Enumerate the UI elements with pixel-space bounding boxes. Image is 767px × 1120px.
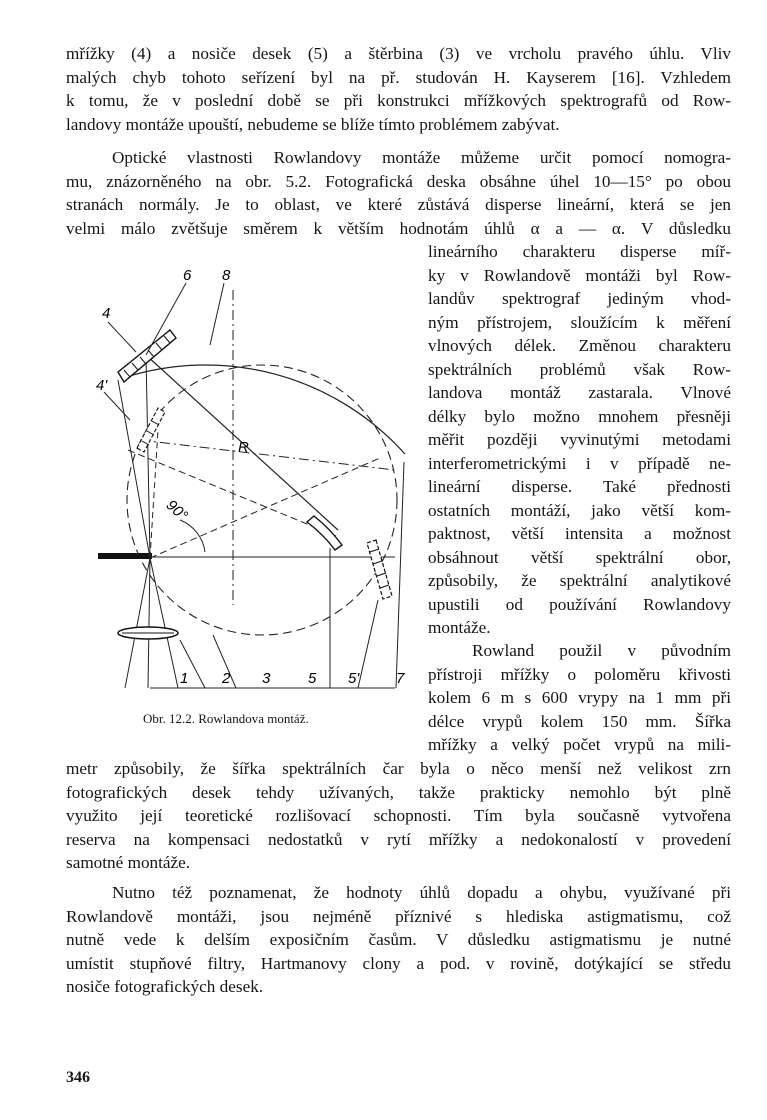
label-8: 8: [222, 267, 231, 284]
text-line: lineární disperse. Také přednosti: [428, 477, 731, 496]
text-line: mřížky (4) a nosiče desek (5) a štěrbina (3) ve vrcholu pravého úhlu. Vliv: [66, 44, 731, 63]
text-line: malých chyb tohoto seřízení byl na př. studován H. Kayserem [16]. Vzhledem: [66, 67, 731, 87]
label-2: 2: [222, 670, 231, 687]
text-line: upustili od používání Rowlandovy: [428, 594, 731, 614]
text-line: montáže.: [428, 618, 491, 637]
text-line: ostatních montáží, jako větší kom-: [428, 500, 731, 520]
text-line: metr způsobily, že šířka spektrálních čar byla o něco menší než velikost zrn: [66, 759, 731, 778]
text-line: ným přístrojem, sloužícím k měření: [428, 312, 731, 332]
paragraph-3-column: [428, 639, 731, 757]
text-line: využito její teoretické rozlišovací schopnosti. Tím byla současně vytvořena: [66, 806, 731, 825]
text-line: délce vrypů kolem 150 mm. Šířka: [428, 711, 731, 731]
text-line: ky v Rowlandově montáži byl Row-: [428, 265, 731, 285]
ray: [150, 558, 178, 688]
text-line: přístroji mřížky o poloměru křivosti: [428, 664, 731, 684]
text-line: landovy montáže upouští, nebudeme se blíže tímto problémem zabývat.: [66, 114, 560, 134]
plate-holder-5: [307, 516, 342, 550]
paragraph-4: [66, 881, 731, 999]
label-7: 7: [396, 670, 405, 687]
text-line: vlnových délek. Změnou charakteru: [428, 336, 731, 355]
leader-line: [104, 392, 130, 420]
label-3: 3: [262, 670, 271, 687]
text-line: reserva na kompensaci nedostatků v rytí mřížky a nedokonalostí v provedení: [66, 829, 731, 849]
label-4: 4: [102, 305, 111, 322]
paragraph-2: [66, 146, 731, 240]
text-line: spektrálních problémů však Row-: [428, 359, 731, 379]
text-line: velmi málo zvětšuje směrem k větším hodnotám úhlů α a — α. V důsledku: [66, 218, 731, 238]
text-line: Rowlandově montáži, jsou nejméně příznivé s hlediska astigmatismu, což: [66, 906, 731, 926]
text-line: způsobily, že spektrální analytikové: [428, 571, 731, 590]
text-line: kolem 6 m s 600 vrypy na 1 mm při: [428, 688, 731, 707]
ray: [125, 558, 150, 688]
text-line: mu, znázorněného na obr. 5.2. Fotografická deska obsáhne úhel 10—15° po obou: [66, 171, 731, 191]
text-line: umístit stupňové filtry, Hartmanovy clony a pod. v rovině, dotýkající se středu: [66, 953, 731, 973]
text-line: délky bylo možno mnohem přesněji: [428, 406, 731, 426]
leader-line: [210, 283, 224, 345]
text-line: paktnost, větší intensita a možnost: [428, 524, 731, 543]
ray: [148, 558, 150, 688]
text-line: landova montáž zastarala. Vlnové: [428, 383, 731, 402]
label-4-prime: 4': [96, 377, 108, 394]
ray-dashed: [128, 450, 336, 536]
leader-line: [108, 322, 136, 352]
text-line: mřížky a velký počet vrypů na mili-: [428, 735, 731, 754]
grating-4-prime: [137, 408, 165, 452]
page-number: 346: [66, 1069, 90, 1086]
text-line: landův spektrograf jediným vhod-: [428, 289, 731, 308]
label-5-prime: 5': [348, 670, 360, 687]
label-6: 6: [183, 267, 192, 284]
text-line: interferometrickými i v případě ne-: [428, 453, 731, 473]
label-1: 1: [180, 670, 189, 687]
text-line: obsáhnout větší spektrální obor,: [428, 547, 731, 567]
paragraph-1: [66, 42, 731, 136]
ray: [146, 355, 150, 558]
text-line: lineárního charakteru disperse míř-: [428, 242, 731, 261]
slit: [98, 553, 152, 559]
text-line: stranách normály. Je to oblast, ve které zůstává disperse lineární, která se jen: [66, 195, 731, 214]
paragraph-3: [66, 757, 731, 875]
text-line: Nutno též poznamenat, že hodnoty úhlů dopadu a ohybu, využívané při: [112, 883, 731, 902]
text-line: fotografických desek tehdy užívaných, takže prakticky nemohlo být plně: [66, 782, 731, 802]
rowland-circle: [127, 365, 397, 635]
label-5: 5: [308, 670, 317, 687]
text-line: Rowland použil v původním: [472, 641, 731, 660]
paragraph-2-column: [428, 240, 731, 640]
ray: [118, 380, 150, 558]
leader-line: [358, 600, 378, 688]
label-angle-90: 90°: [162, 496, 191, 525]
text-line: měřit později vyvinutými metodami: [428, 430, 731, 449]
text-line: Optické vlastnosti Rowlandovy montáže můžeme určit pomocí nomogra-: [112, 148, 731, 167]
text-line: nutně vede k delším exposičním časům. V důsledku astigmatismu je nutné: [66, 930, 731, 949]
figure-caption: Obr. 12.2. Rowlandova montáž.: [143, 711, 309, 726]
rowland-mount-diagram: [92, 262, 422, 712]
text-line: nosiče fotografických desek.: [66, 977, 264, 996]
ray: [150, 430, 158, 558]
label-R: R: [238, 439, 249, 456]
text-line: samotné montáže.: [66, 853, 191, 872]
text-line: k tomu, že v poslední době se při konstrukci mřížkových spektrografů od Row-: [66, 91, 731, 110]
